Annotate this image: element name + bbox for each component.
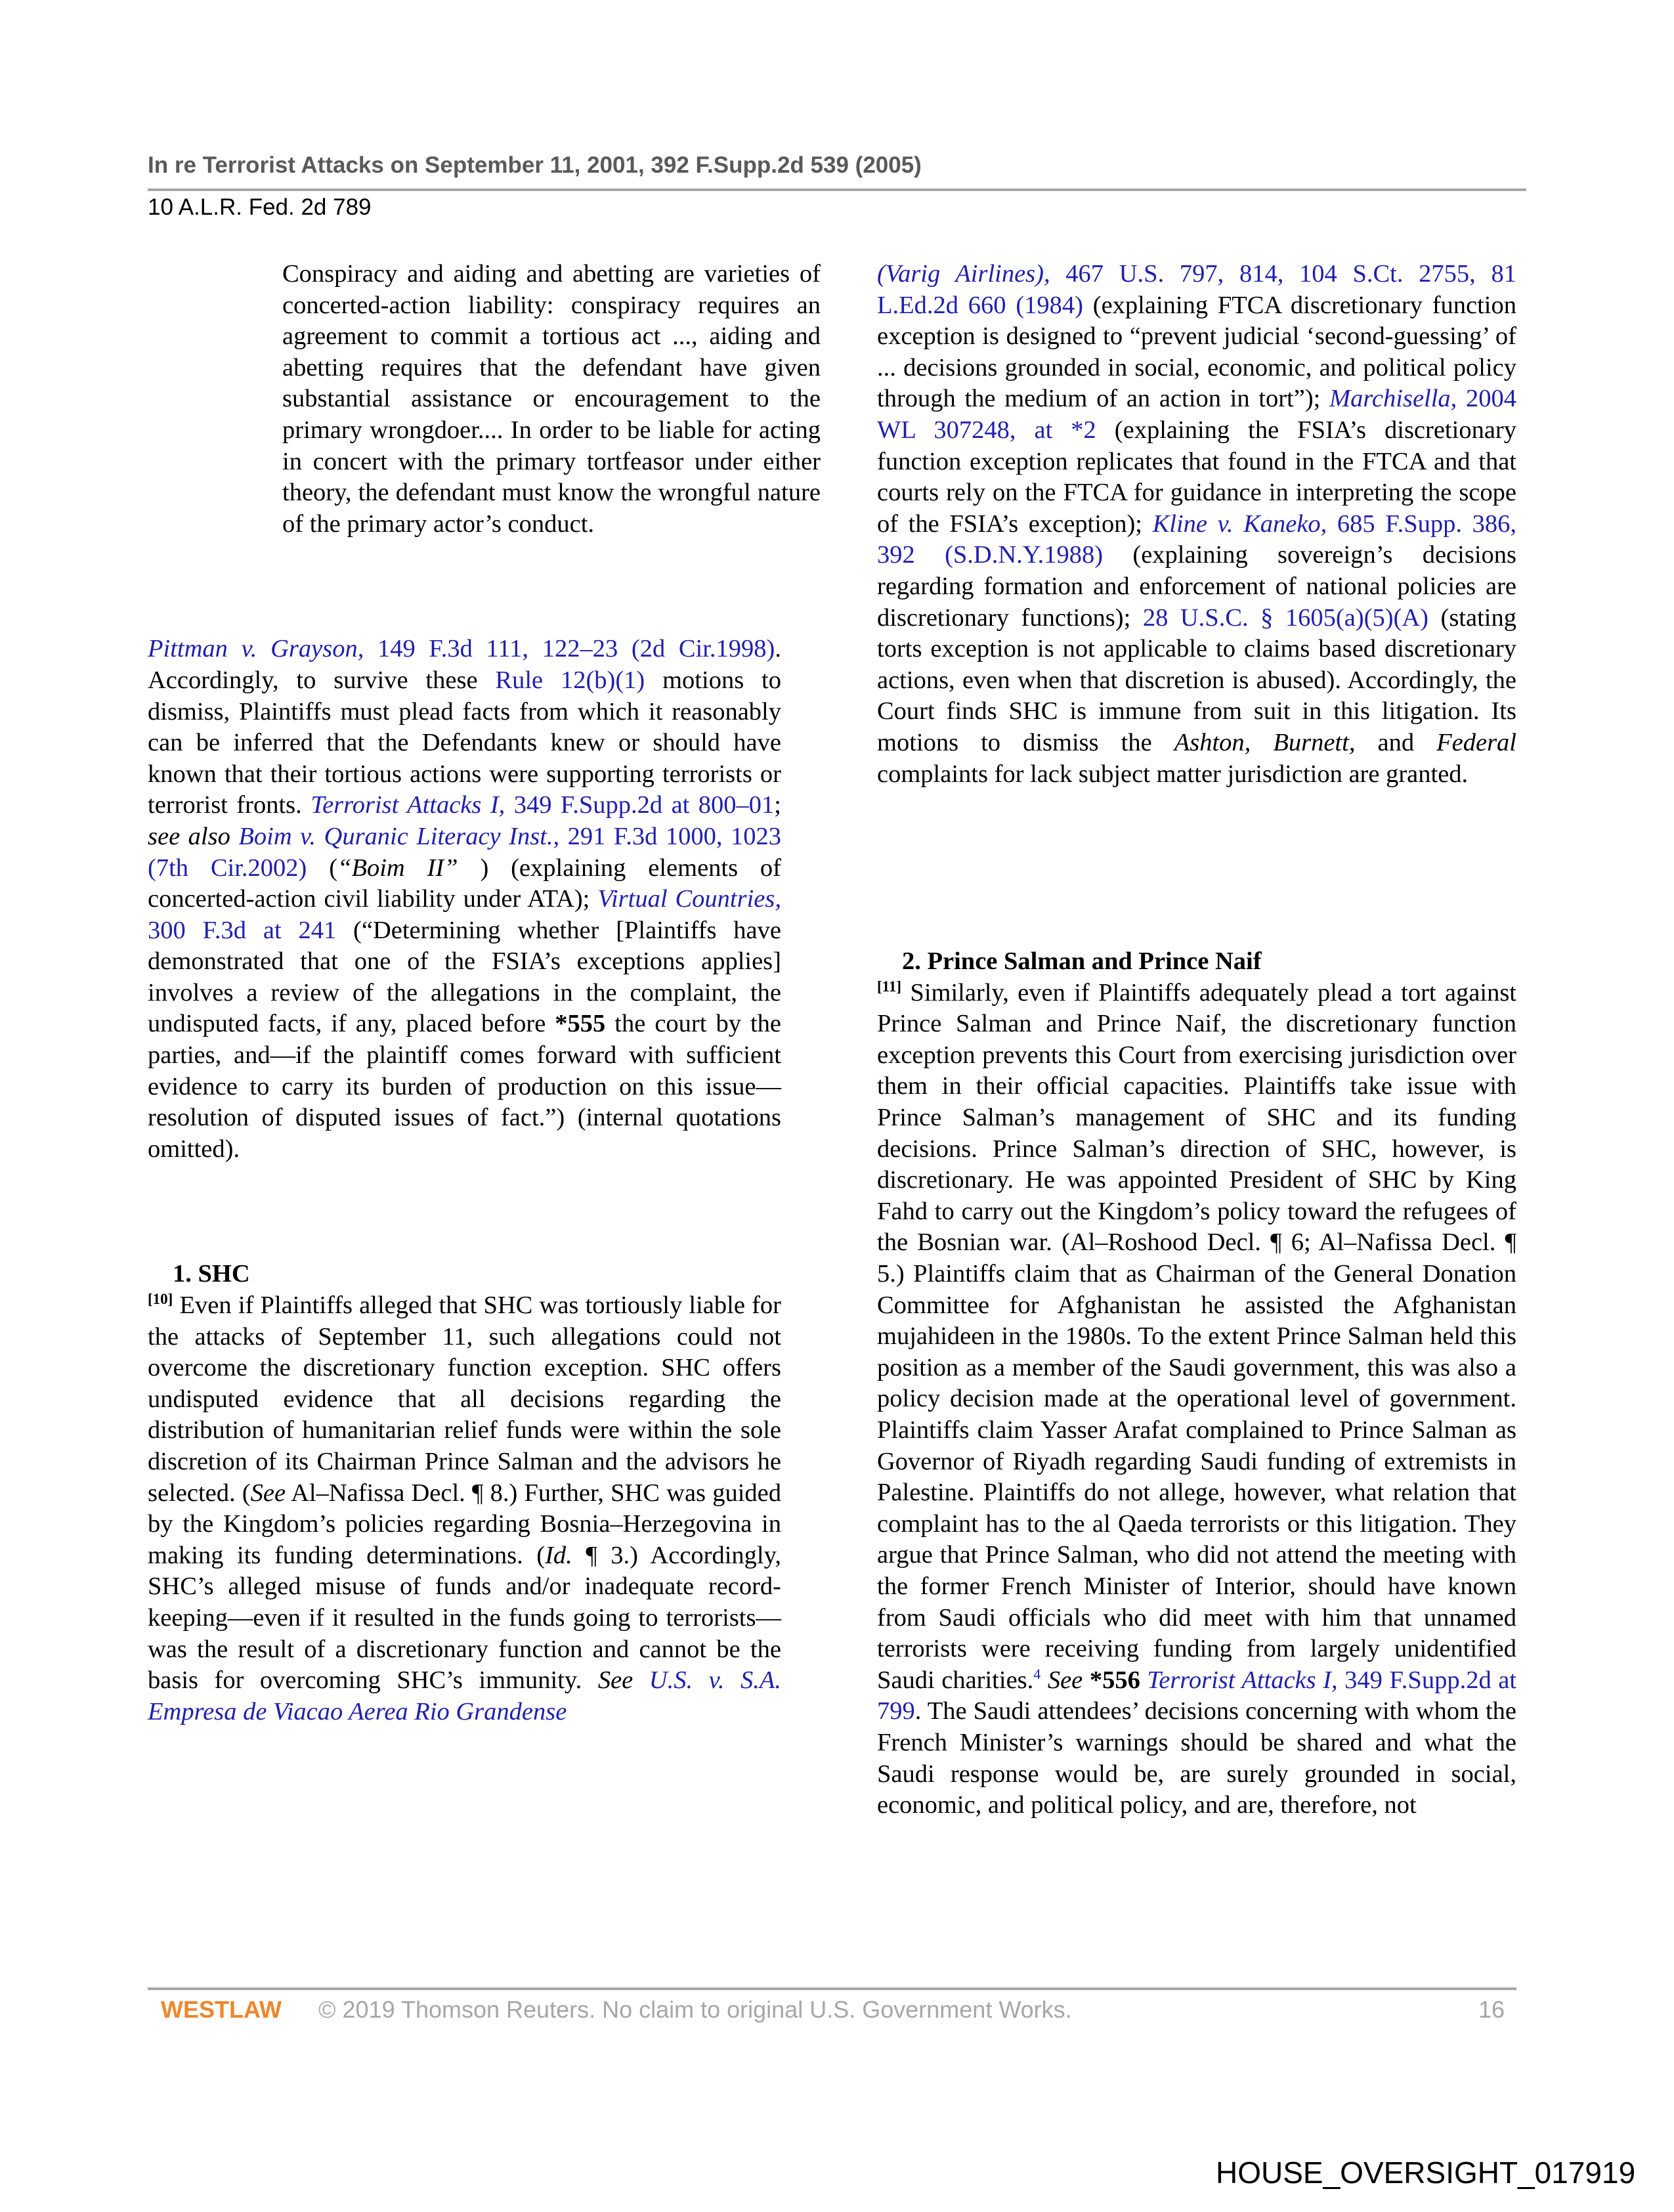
citation-link-terrorist-attacks-i-799[interactable]: Terrorist Attacks I, 349 F.Supp.2d at 799 [877,1666,1517,1725]
section-heading-prince-salman-naif: 2. Prince Salman and Prince Naif [902,947,1262,976]
section-heading-shc: 1. SHC [173,1260,250,1288]
citation-link-terrorist-attacks-i[interactable]: Terrorist Attacks I, 349 F.Supp.2d at 800–01 [311,791,775,819]
star-page-555: *555 [555,1010,606,1038]
left-column [148,259,821,1727]
citation-link-varig-airlines[interactable]: (Varig Airlines), 467 U.S. 797, 814, 104 S.Ct. 2755, 81 L.Ed.2d 660 (1984) [877,260,1516,319]
headnote-10[interactable]: [10] [148,1291,173,1308]
copyright-notice: © 2019 Thomson Reuters. No claim to original U.S. Government Works. [318,1996,1072,2023]
paragraph-prince-salman: [11] Similarly, even if Plaintiffs adequately plead a tort against Prince Salman and Prince Naif, the discretionary function exception prevents this Court from exercising jurisdiction over them in their official capacities. Plaintiffs take issue with Prince Salman’s management of SHC and its funding decisions. Prince Salman’s direction of SHC, however, is discretionary. He was appointed President of SHC by King Fahd to carry out the Kingdom’s policy toward the refugees of the Bosnian war. (Al–Roshood Decl. ¶ 6; Al–Nafissa Decl. ¶ 5.) Plaintiffs claim that as Chairman of the General Donation Committee for Afghanistan he assisted the Afghanistan mujahideen in the 1980s. To the extent Prince Salman held this position as a member of the Saudi government, this was also a policy decision made at the operational level of government. Plaintiffs claim Yasser Arafat complained to Prince Salman as Governor of Riyadh regarding Saudi funding of extremists in Palestine. Plaintiffs do not allege, however, what relation that complaint has to the al Qaeda terrorists or this litigation. They argue that Prince Salman, who did not attend the meeting with the former French Minister of Interior, should have known from Saudi officials who did meet with him that unnamed terrorists were receiving funding from largely unidentified Saudi charities.$^4$ See *556 Terrorist Attacks I, 349 F.Supp.2d at 799. The Saudi attendees’ decisions concerning with whom the French Minister’s warnings should be shared and what the Saudi response would be, are surely grounded in social, economic, and political policy, and are, therefore, not [877,978,1517,1819]
rule-12b1-link[interactable]: Rule 12(b)(1) [495,666,645,694]
right-column [877,259,1516,1821]
citation-link-pittman[interactable]: Pittman v. Grayson, 149 F.3d 111, 122–23 (2d Cir.1998) [148,635,775,663]
paragraph-pittman: Pittman v. Grayson, 149 F.3d 111, 122–23 (2d Cir.1998). Accordingly, to survive these Rule 12(b)(1) motions to dismiss, Plaintiffs must plead facts from which it reasonably can be inferred that the Defendants knew or should have known that their tortious actions were supporting terrorists or terrorist fronts. Terrorist Attacks I, 349 F.Supp.2d at 800–01; see also Boim v. Quranic Literacy Inst., 291 F.3d 1000, 1023 (7th Cir.2002) (“Boim II” ) (explaining elements of concerted-action civil liability under ATA); Virtual Countries, 300 F.3d at 241 (“Determining whether [Plaintiffs have demonstrated that one of the FSIA’s exceptions applies] involves a review of the allegations in the complaint, the undisputed facts, if any, placed before *555 the court by the parties, and—if the plaintiff comes forward with sufficient evidence to carry its burden of production on this issue—resolution of disputed issues of fact.”) (internal quotations omitted). [148,635,782,1163]
paragraph-shc: [10] Even if Plaintiffs alleged that SHC was tortiously liable for the attacks of September 11, such allegations could not overcome the discretionary function exception. SHC offers undisputed evidence that all decisions regarding the distribution of humanitarian relief funds were within the sole discretion of its Chairman Prince Salman and the advisors he selected. (See Al–Nafissa Decl. ¶ 8.) Further, SHC was guided by the Kingdom’s policies regarding Bosnia–Herzegovina in making its funding determinations. (Id. ¶ 3.) Accordingly, SHC’s alleged misuse of funds and/or inadequate record-keeping—even if it resulted in the funds going to terrorists—was the result of a discretionary function and cannot be the basis for overcoming SHC’s immunity. See U.S. v. S.A. Empresa de Viacao Aerea Rio Grandense [148,1291,781,1725]
page-number: 16 [1478,1996,1505,2023]
citation-link-kline[interactable]: Kline v. Kaneko, 685 F.Supp. 386, 392 (S.D.N.Y.1988) [877,510,1516,569]
citation-link-boim[interactable]: Boim v. Quranic Literacy Inst., 291 F.3d 1000, 1023 (7th Cir.2002) [148,822,782,882]
star-page-556: *556 [1089,1666,1140,1694]
paragraph-continuation: (Varig Airlines), 467 U.S. 797, 814, 104 S.Ct. 2755, 81 L.Ed.2d 660 (1984) (explaining FTCA discretionary function exception is designed to “prevent judicial ‘second-guessing’ of ... decisions grounded in social, economic, and political policy through the medium of an action in tort”); Marchisella, 2004 WL 307248, at *2 (explaining the FSIA’s discretionary function exception replicates that found in the FTCA and that courts rely on the FTCA for guidance in interpreting the scope of the FSIA’s exception); Kline v. Kaneko, 685 F.Supp. 386, 392 (S.D.N.Y.1988) (explaining sovereign’s decisions regarding formation and enforcement of national policies are discretionary functions); 28 U.S.C. § 1605(a)(5)(A) (stating torts exception is not applicable to claims based discretionary actions, even when that discretion is abused). Accordingly, the Court finds SHC is immune from suit in this litigation. Its motions to dismiss the Ashton, Burnett, and Federal complaints for lack subject matter jurisdiction are granted. [877,260,1516,788]
document-title: In re Terrorist Attacks on September 11, 2001, 392 F.Supp.2d 539 (2005) [148,152,922,178]
footer-divider [148,1987,1516,1990]
header-divider [148,188,1526,191]
citation-link-marchisella[interactable]: Marchisella, 2004 WL 307248, at *2 [877,385,1516,444]
headnote-11[interactable]: [11] [877,978,902,995]
bates-number: HOUSE_OVERSIGHT_017919 [1216,2156,1636,2190]
citation-link-varig[interactable]: U.S. v. S.A. Empresa de Viacao Aerea Rio Grandense [148,1666,781,1725]
document-citation: 10 A.L.R. Fed. 2d 789 [148,194,372,220]
westlaw-logo: WESTLAW [161,1996,282,2023]
block-quote: Conspiracy and aiding and abetting are varieties of concerted-action liability: conspiracy requires an agreement to commit a tortious act ..., aiding and abetting requires that the defendant have given substantial assistance or encouragement to the primary wrongdoer.... In order to be liable for acting in concert with the primary tortfeasor under either theory, the defendant must know the wrongful nature of the primary actor’s conduct. [282,260,821,538]
statute-link-1605[interactable]: 28 U.S.C. § 1605(a)(5)(A) [1142,603,1428,632]
citation-link-virtual-countries[interactable]: Virtual Countries, 300 F.3d at 241 [148,885,782,944]
footnote-4-link[interactable]: 4 [1033,1665,1041,1682]
